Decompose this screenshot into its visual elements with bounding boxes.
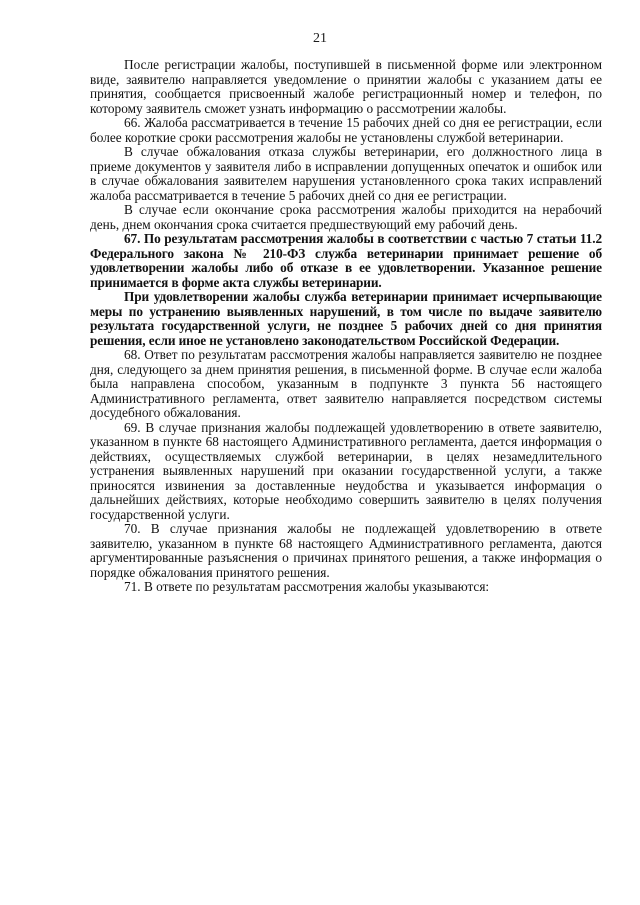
document-body <box>90 58 602 595</box>
paragraph-69-approved-response: 69. В случае признания жалобы подлежащей удовлетворению в ответе заявителю, указанном в пункте 68 настоящего Административного регламента, дается информация о действиях, осуществляемых службой ветеринарии, в целях незамедлительного устранения выявленных нарушений при оказании государственной услуги, а также приносятся извинения за доставленные неудобства и указывается информация о дальнейших действиях, которые необходимо совершить заявителю в целях получения государственной услуги. <box>90 419 602 522</box>
paragraph-71-response-contents: 71. В ответе по результатам рассмотрения жалобы указываются: <box>124 579 490 594</box>
paragraph-68-response: 68. Ответ по результатам рассмотрения жалобы направляется заявителю не позднее дня, следующего за днем принятия решения, в письменной форме. В случае если жалоба была направлена способом, указанным в подпункте 3 пункта 56 настоящего Административного регламента, ответ заявителю направляется посредством системы досудебного обжалования. <box>90 347 602 420</box>
paragraph-registration-notice: После регистрации жалобы, поступившей в письменной форме или электронном виде, заявителю направляется уведомление о принятии жалобы с указанием даты ее принятия, сообщается присвоенный жалобе регистрационный номер и телефон, по которому заявитель сможет узнать информацию о рассмотрении жалобы. <box>90 57 602 116</box>
page-number: 21 <box>313 31 327 46</box>
paragraph-nonworking-day: В случае если окончание срока рассмотрения жалобы приходится на нерабочий день, днем окончания срока считается предшествующий ему рабочий день. <box>90 202 602 232</box>
paragraph-67-decision: 67. По результатам рассмотрения жалобы в соответствии с частью 7 статьи 11.2 Федерального закона № 210-ФЗ служба ветеринарии принимает решение об удовлетворении жалобы либо об отказе в ее удовлетворении. Указанное решение принимается в форме акта службы ветеринарии. <box>90 231 602 290</box>
paragraph-satisfaction-measures: При удовлетворении жалобы служба ветеринарии принимает исчерпывающие меры по устранению выявленных нарушений, в том числе по выдаче заявителю результата государственной услуги, не позднее 5 рабочих дней со дня принятия решения, если иное не установлено законодательством Российской Федерации. <box>90 289 602 348</box>
paragraph-70-rejected-response: 70. В случае признания жалобы не подлежащей удовлетворению в ответе заявителю, указанном в пункте 68 настоящего Административного регламента, даются аргументированные разъяснения о причинах принятого решения, а также информация о порядке обжалования принятого решения. <box>90 521 602 580</box>
paragraph-66-review-period: 66. Жалоба рассматривается в течение 15 рабочих дней со дня ее регистрации, если более короткие сроки рассмотрения жалобы не установлены службой ветеринарии. <box>90 115 602 145</box>
paragraph-refusal-review-period: В случае обжалования отказа службы ветеринарии, его должностного лица в приеме документов у заявителя либо в исправлении допущенных опечаток и ошибок или в случае обжалования заявителем нарушения установленного срока таких исправлений жалоба рассматривается в течение 5 рабочих дней со дня ее регистрации. <box>90 144 602 203</box>
